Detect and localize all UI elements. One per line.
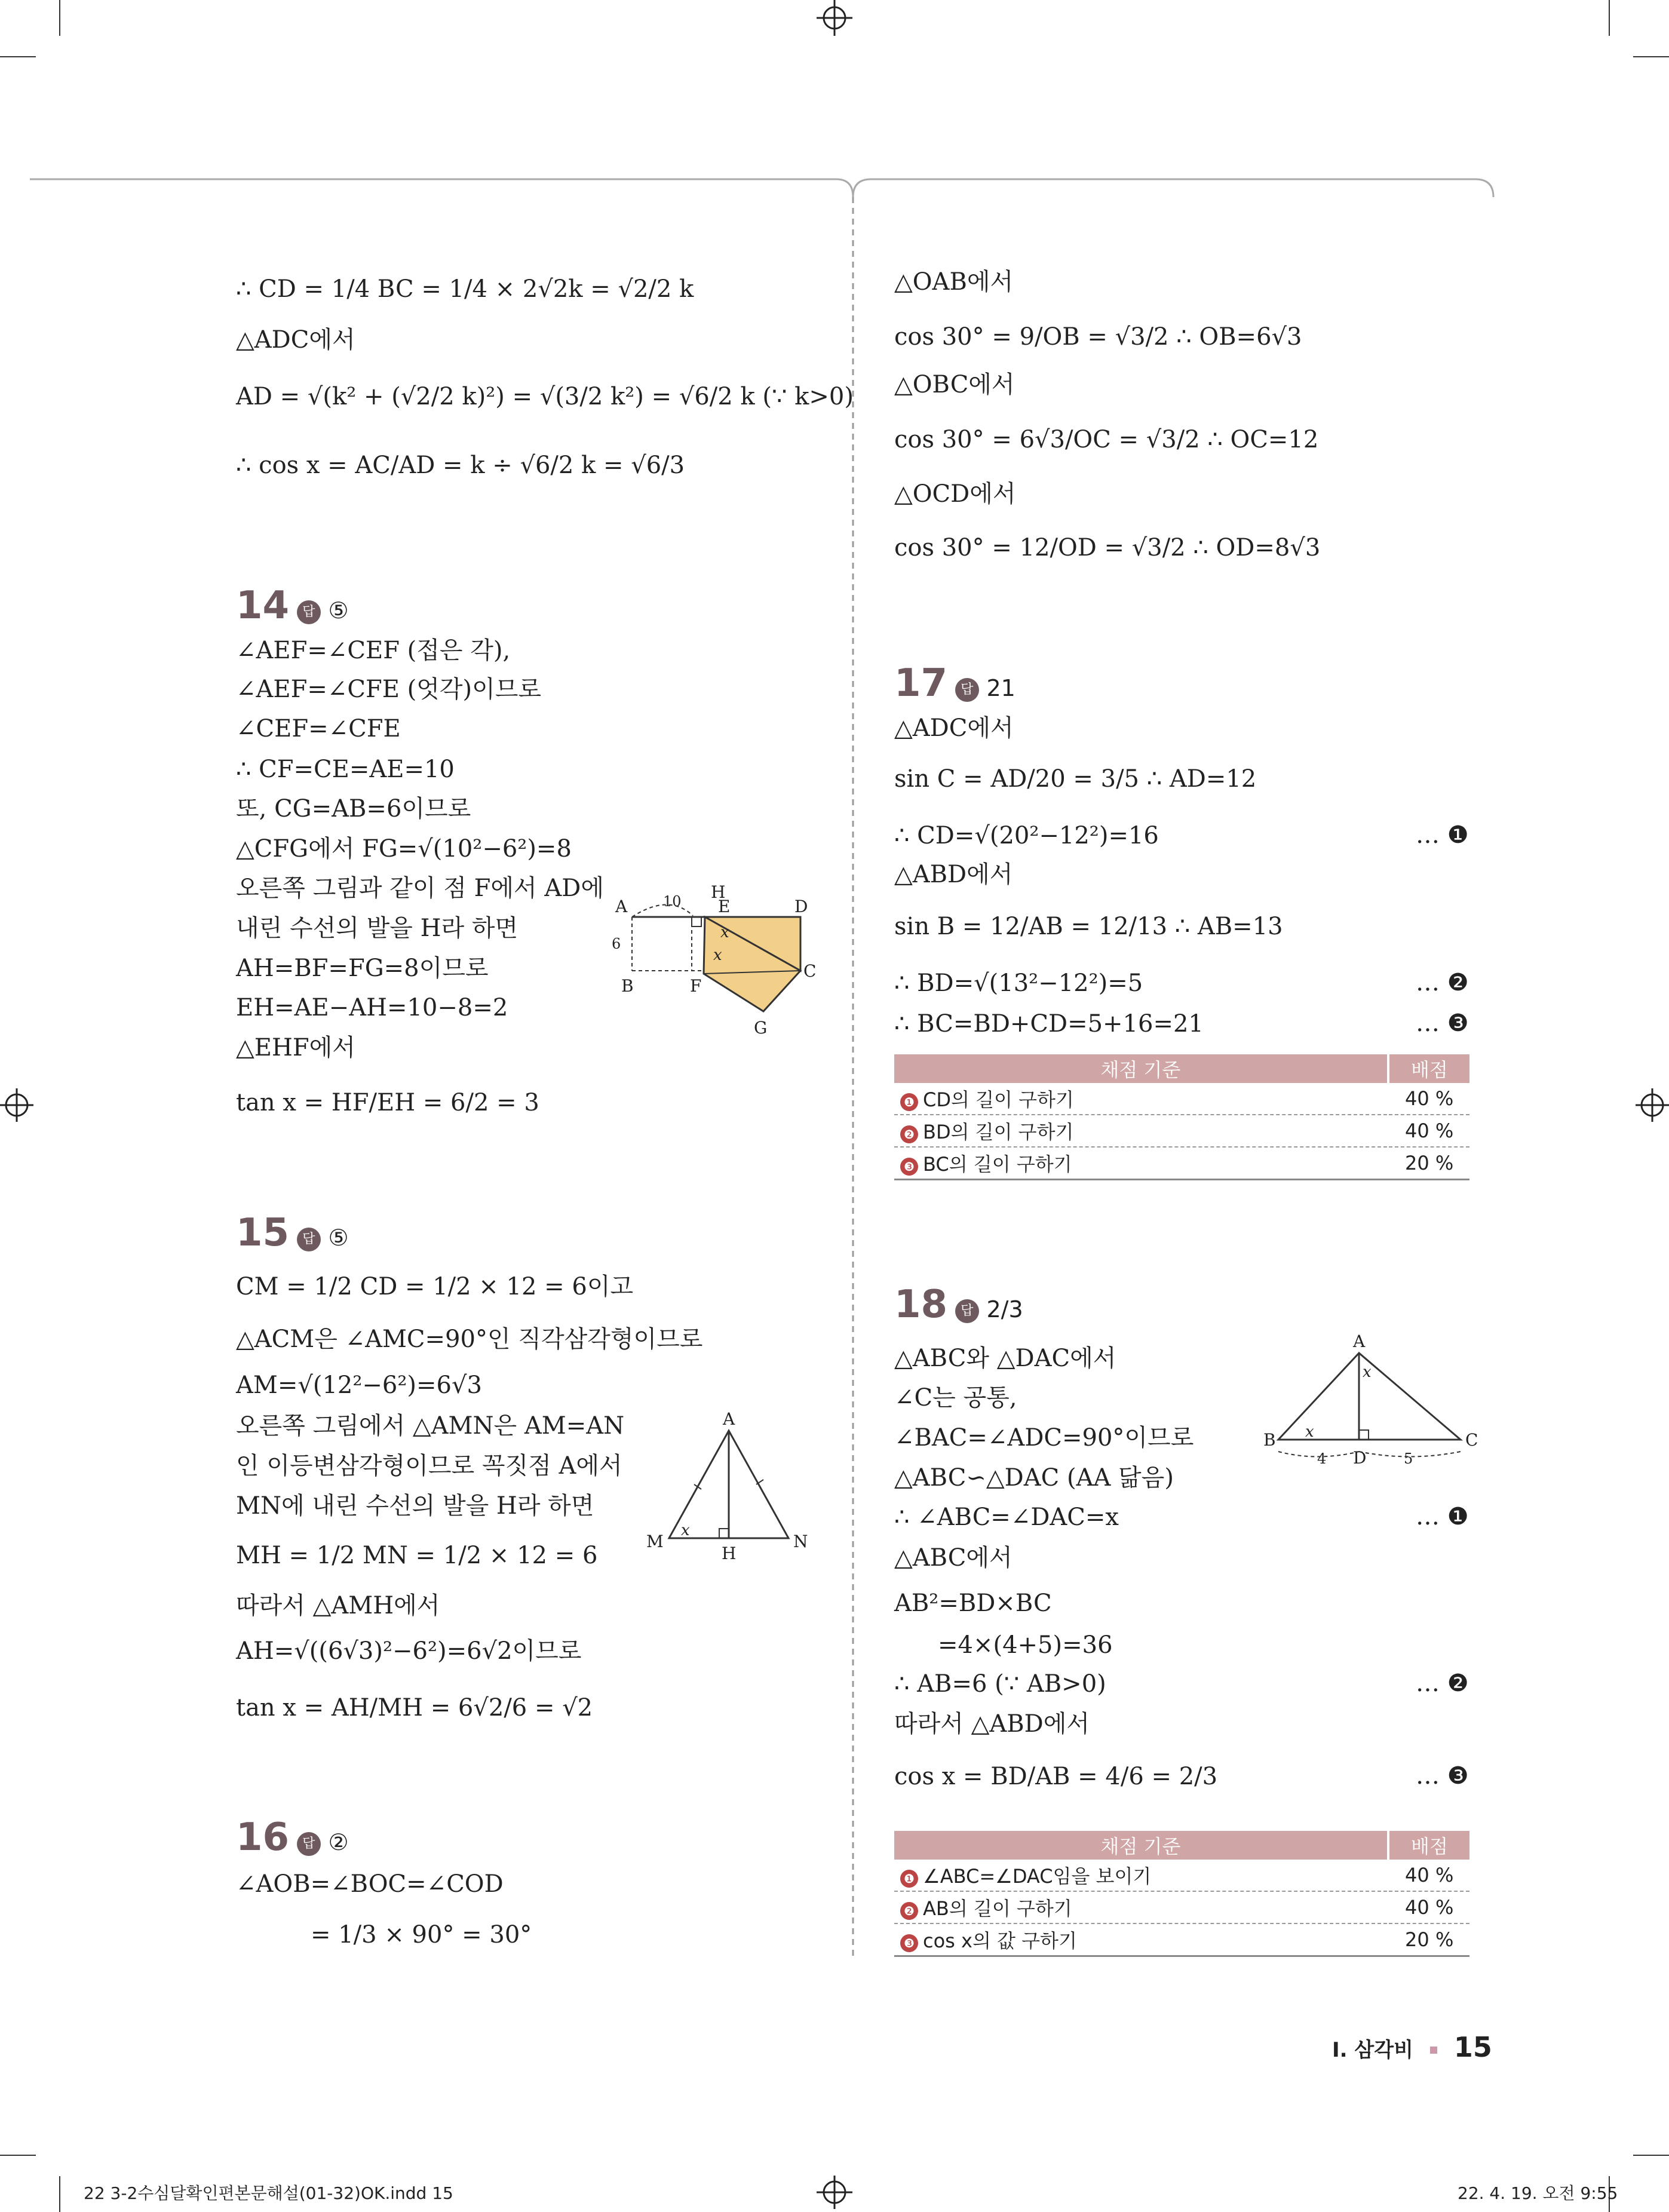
problem-16-number: 16: [236, 1815, 290, 1860]
p18-line: 따라서 △ABD에서: [894, 1710, 1090, 1738]
answer-icon: 답: [297, 600, 321, 624]
problem-15-answer: ⑤: [328, 1225, 349, 1251]
fig15-label: A: [723, 1409, 735, 1429]
problem-15-header: [236, 1211, 349, 1255]
p18-line: AB²=BD×BC: [894, 1590, 1052, 1617]
answer-icon: 답: [297, 1228, 321, 1251]
fig14-label: H: [711, 882, 726, 902]
answer-icon: 답: [955, 678, 979, 702]
table-row: ❸ cos x의 값 구하기 20 %: [894, 1923, 1469, 1956]
p17-line: △ADC에서: [894, 714, 1014, 742]
table-row: ❷ AB의 길이 구하기 40 %: [894, 1891, 1469, 1923]
p14-line: 내린 수선의 발을 H라 하면: [236, 915, 519, 942]
p15-line: MN에 내린 수선의 발을 H라 하면: [236, 1492, 594, 1520]
page-number: 15: [1453, 2031, 1492, 2063]
fig14-label: B: [621, 976, 634, 996]
step-mark-3: … ❸: [1416, 1010, 1469, 1037]
fig15-label: x: [681, 1521, 690, 1539]
problem-14-header: [236, 584, 349, 628]
p16-line: = 1/3 × 90° = 30°: [311, 1921, 532, 1949]
problem-14-number: 14: [236, 584, 290, 628]
p15-line: CM = 1/2 CD = 1/2 × 12 = 6이고: [236, 1273, 634, 1300]
p17-line: ∴ BD=√(13²−12²)=5: [894, 970, 1143, 997]
fig18-label: A: [1353, 1332, 1366, 1351]
table-row: ❷ BD의 길이 구하기 40 %: [894, 1115, 1469, 1147]
step-mark-2: … ❷: [1416, 969, 1469, 996]
p15-line: 오른쪽 그림에서 △AMN은 AM=AN: [236, 1412, 625, 1440]
fig14-label: C: [803, 961, 817, 981]
fig15-label: H: [722, 1544, 737, 1562]
left-line-4: ∴ cos x = AC/AD = k ÷ √6/2 k = √6/3: [236, 452, 685, 479]
p18-line: =4×(4+5)=36: [938, 1631, 1113, 1659]
step-mark-1: … ❶: [1416, 1503, 1469, 1530]
file-name: 22 3-2수심달확인편본문해설(01-32)OK.indd 15: [84, 2183, 453, 2203]
problem-17-answer: 21: [986, 675, 1015, 701]
p18-line: ∠BAC=∠ADC=90°이므로: [894, 1424, 1194, 1452]
fig14-label: F: [690, 976, 702, 996]
p14-line: ∠AEF=∠CEF (접은 각),: [236, 637, 511, 664]
fig18-label: 5: [1404, 1450, 1413, 1467]
step-mark-3: … ❸: [1416, 1762, 1469, 1790]
problem-18-number: 18: [894, 1283, 948, 1327]
p18-line: △ABC에서: [894, 1544, 1013, 1572]
scoring-table-17: [894, 1054, 1469, 1180]
table-row: ❶ ∠ABC=∠DAC임을 보이기 40 %: [894, 1860, 1469, 1891]
problem-18-header: [894, 1283, 1023, 1327]
p14-line: ∴ CF=CE=AE=10: [236, 756, 455, 783]
p14-line: △EHF에서: [236, 1034, 355, 1061]
fig15-label: M: [646, 1532, 664, 1551]
p14-line: 오른쪽 그림과 같이 점 F에서 AD에: [236, 875, 604, 902]
p15-line: 인 이등변삼각형이므로 꼭짓점 A에서: [236, 1452, 622, 1480]
figure-14: [603, 869, 818, 1042]
right-line: cos 30° = 12/OD = √3/2 ∴ OD=8√3: [894, 534, 1321, 562]
p14-line: ∠CEF=∠CFE: [236, 715, 401, 743]
p14-line: tan x = HF/EH = 6/2 = 3: [236, 1089, 539, 1116]
figure-18: [1263, 1329, 1484, 1472]
p18-line: △ABC∽△DAC (AA 닮음): [894, 1464, 1174, 1492]
print-date: 22. 4. 19. 오전 9:55: [1458, 2183, 1618, 2203]
fig14-label: G: [754, 1018, 768, 1038]
p15-line: △ACM은 ∠AMC=90°인 직각삼각형이므로: [236, 1326, 703, 1353]
p17-line: ∴ BC=BD+CD=5+16=21: [894, 1010, 1204, 1038]
left-line-3: AD = √(k² + (√2/2 k)²) = √(3/2 k²) = √6/2 k (∵ k>0): [236, 383, 854, 410]
right-line: cos 30° = 6√3/OC = √3/2 ∴ OC=12: [894, 426, 1319, 453]
p17-line: △ABD에서: [894, 861, 1013, 888]
right-line: △OCD에서: [894, 480, 1016, 508]
problem-16-answer: ②: [328, 1829, 349, 1855]
fig15-label: N: [793, 1532, 808, 1551]
page-footer: [1332, 2031, 1492, 2063]
p17-line: sin B = 12/AB = 12/13 ∴ AB=13: [894, 913, 1283, 940]
problem-16-header: [236, 1815, 349, 1860]
separator-icon: [1430, 2047, 1437, 2054]
p14-line: △CFG에서 FG=√(10²−6²)=8: [236, 835, 572, 863]
step-mark-1: … ❶: [1416, 821, 1469, 849]
table-row: ❸ BC의 길이 구하기 20 %: [894, 1147, 1469, 1180]
fig14-label: x: [713, 946, 722, 964]
fig18-label: B: [1263, 1430, 1276, 1450]
right-line: △OAB에서: [894, 268, 1014, 296]
problem-14-answer: ⑤: [328, 597, 349, 624]
table-header: 배점: [1388, 1054, 1469, 1083]
section-title: I. 삼각비: [1332, 2038, 1413, 2062]
problem-17-header: [894, 661, 1015, 705]
p16-line: ∠AOB=∠BOC=∠COD: [236, 1870, 504, 1898]
p17-line: sin C = AD/20 = 3/5 ∴ AD=12: [894, 765, 1257, 793]
problem-15-number: 15: [236, 1211, 290, 1255]
p15-line: tan x = AH/MH = 6√2/6 = √2: [236, 1694, 593, 1722]
table-header: 배점: [1388, 1831, 1469, 1860]
p18-line: ∴ ∠ABC=∠DAC=x: [894, 1504, 1119, 1531]
p14-line: ∠AEF=∠CFE (엇각)이므로: [236, 676, 542, 703]
fig14-label: 6: [612, 935, 621, 952]
fig14-label: A: [615, 897, 628, 916]
step-mark-2: … ❷: [1416, 1670, 1469, 1697]
fig18-label: x: [1363, 1363, 1372, 1381]
table-row: ❶ CD의 길이 구하기 40 %: [894, 1083, 1469, 1115]
answer-icon: 답: [955, 1299, 979, 1323]
p15-line: AM=√(12²−6²)=6√3: [236, 1372, 482, 1399]
p17-line: ∴ CD=√(20²−12²)=16: [894, 822, 1159, 849]
problem-17-number: 17: [894, 661, 948, 705]
right-line: cos 30° = 9/OB = √3/2 ∴ OB=6√3: [894, 323, 1302, 351]
fig14-label: x: [720, 924, 729, 941]
fig14-label: D: [794, 897, 808, 916]
left-line-2: △ADC에서: [236, 326, 355, 354]
problem-18-answer: 2/3: [986, 1296, 1023, 1323]
fig18-label: x: [1305, 1423, 1314, 1441]
p18-line: ∠C는 공통,: [894, 1384, 1017, 1412]
answer-icon: 답: [297, 1832, 321, 1856]
fig18-label: C: [1465, 1430, 1478, 1450]
table-header: 채점 기준: [894, 1831, 1388, 1860]
p15-line: 따라서 △AMH에서: [236, 1592, 440, 1619]
p18-line: △ABC와 △DAC에서: [894, 1345, 1116, 1372]
fig18-label: 4: [1317, 1450, 1327, 1467]
p15-line: AH=√((6√3)²−6²)=6√2이므로: [236, 1637, 582, 1665]
fig14-label: E: [718, 897, 731, 916]
left-line-1: ∴ CD = 1/4 BC = 1/4 × 2√2k = √2/2 k: [236, 275, 694, 303]
figure-15: [639, 1407, 818, 1562]
p18-line: cos x = BD/AB = 4/6 = 2/3: [894, 1763, 1218, 1790]
p14-line: 또, CG=AB=6이므로: [236, 795, 471, 823]
right-line: △OBC에서: [894, 371, 1015, 398]
fig18-label: D: [1353, 1448, 1367, 1468]
p15-line: MH = 1/2 MN = 1/2 × 12 = 6: [236, 1542, 598, 1569]
p14-line: EH=AE−AH=10−8=2: [236, 994, 508, 1021]
p18-line: ∴ AB=6 (∵ AB>0): [894, 1670, 1106, 1698]
fig14-label: 10: [663, 893, 682, 910]
scoring-table-18: [894, 1831, 1469, 1957]
table-header: 채점 기준: [894, 1054, 1388, 1083]
p14-line: AH=BF=FG=8이므로: [236, 955, 489, 982]
